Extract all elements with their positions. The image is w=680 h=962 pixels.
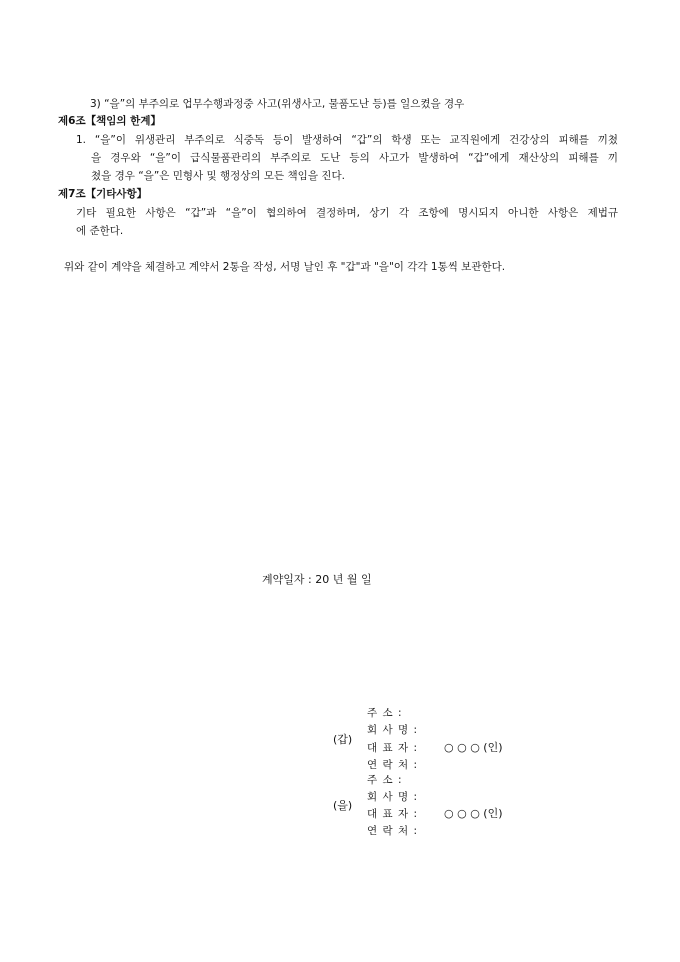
party-label: (을) [333,799,353,812]
contact-field-label: 연 락 처 : [367,825,418,837]
contact-field-label: 연 락 처 : [367,759,418,771]
address-field-label: 주 소 : [367,774,403,786]
seal-placeholder: ○ ○ ○ (인) [444,807,503,820]
article-7-line-2: 에 준한다. [76,225,124,237]
address-field-label: 주 소 : [367,707,403,719]
party-label: (갑) [333,733,353,746]
article-6-line-3: 쳤을 경우 “을”은 민형사 및 행정상의 모든 책임을 진다. [91,170,345,182]
company-name-field-label: 회 사 명 : [367,791,418,803]
contract-date: 계약일자 : 20 년 월 일 [262,573,372,586]
seal-placeholder: ○ ○ ○ (인) [444,741,503,754]
article-7-line-1: 기타 필요한 사항은 “갑”과 “을”이 협의하여 결정하며, 상기 각 조항에 명시되지 아니한 사항은 제법규 [76,207,618,219]
article-6-line-1: 1. “을”이 위생관리 부주의로 식중독 등이 발생하여 “갑”의 학생 또는 교직원에게 건강상의 피해를 끼쳤 [76,134,618,146]
closing-statement: 위와 같이 계약을 체결하고 계약서 2통을 작성, 서명 날인 후 "갑"과 "을"이 각각 1통씩 보관한다. [64,261,506,273]
clause-item-3: 3) “을”의 부주의로 업무수행과정중 사고(위생사고, 물품도난 등)를 일으켰을 경우 [90,98,465,110]
article-6-heading: 제6조【책임의 한계】 [58,115,161,127]
representative-field-label: 대 표 자 : [367,808,418,820]
article-6-line-2: 을 경우와 “을”이 급식물품관리의 부주의로 도난 등의 사고가 발생하여 “갑”에게 재산상의 피해를 끼 [91,152,618,164]
article-7-heading: 제7조【기타사항】 [58,188,148,200]
representative-field-label: 대 표 자 : [367,742,418,754]
company-name-field-label: 회 사 명 : [367,724,418,736]
